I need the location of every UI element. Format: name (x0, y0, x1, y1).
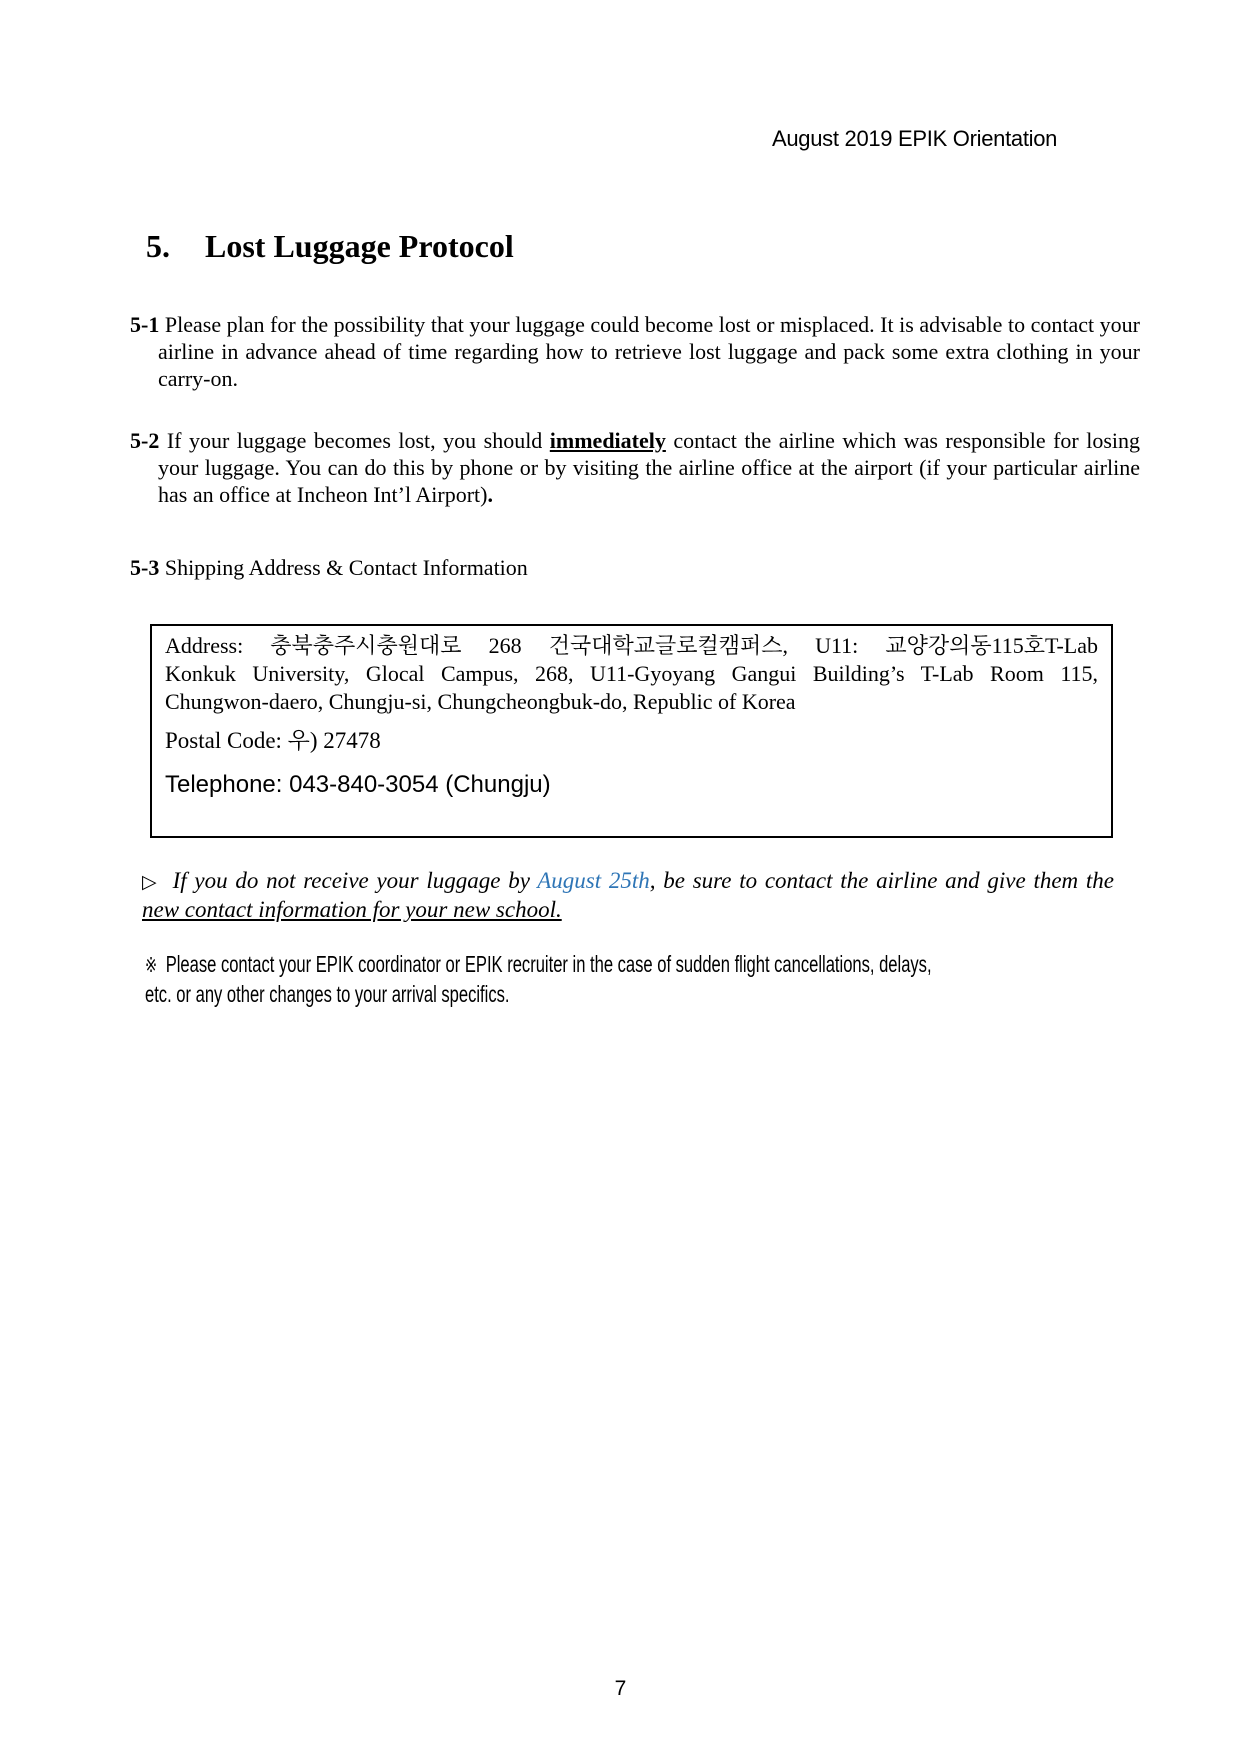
text-segment: , be sure to contact the airline and give them the (649, 868, 1115, 893)
text-segment: . (487, 482, 493, 507)
paragraph-label: 5-1 (130, 312, 160, 337)
text-segment: If you do not receive your luggage by (172, 868, 538, 893)
page-header: August 2019 EPIK Orientation (772, 126, 1058, 151)
flight-note-line (145, 950, 980, 980)
text-segment: Please plan for the possibility that your luggage could become lost or misplaced. It is advisable to contact your airline in advance ahead of time regarding how to retrieve lost luggage and pack some extra clothing in your carry-on. (158, 312, 1140, 391)
text-segment: August 25th (537, 868, 650, 893)
paragraph-5-1 (130, 311, 1140, 392)
text-segment: contact the airline which was responsible for losing your luggage. You can do this by phone or by visiting the airline office at the airport (if your particular airline has an office at Incheon Int’l Airport) (158, 428, 1140, 507)
section-title-text: Lost Luggage Protocol (205, 228, 514, 264)
paragraph-5-3 (130, 554, 1140, 581)
section-number: 5. (146, 228, 170, 264)
reference-mark-icon: ※ (145, 953, 158, 977)
paragraph-text (165, 555, 528, 580)
flight-note-inner (145, 950, 980, 1009)
postal-code-line: Postal Code: 우) 27478 (165, 728, 381, 753)
telephone-line: Telephone: 043-840-3054 (Chungju) (165, 771, 551, 798)
page-number: 7 (614, 1677, 627, 1700)
text-segment: new contact information for your new school. (142, 897, 562, 922)
paragraph-label: 5-3 (130, 555, 160, 580)
address-line: Address: 충북충주시충원대로 268 건국대학교글로컬캠퍼스, U11: 교양강의동115호T-Lab (165, 633, 1098, 658)
paragraph-label: 5-2 (130, 428, 160, 453)
triangle-bullet-icon: ▷ (142, 871, 159, 893)
text-segment: immediately (549, 428, 666, 453)
note-text (142, 868, 1114, 922)
paragraph-text (158, 312, 1140, 391)
paragraph-5-2 (130, 427, 1140, 508)
flight-cancellation-note (145, 950, 1241, 1009)
address-line: Chungwon-daero, Chungju-si, Chungcheongbuk-do, Republic of Korea (165, 689, 796, 714)
shipping-address-box (150, 624, 1113, 838)
luggage-deadline-note (142, 867, 1114, 924)
flight-note-text: Please contact your EPIK coordinator or EPIK recruiter in the case of sudden flight cancellations, delays, (165, 951, 932, 977)
text-segment: If your luggage becomes lost, you should (166, 428, 550, 453)
flight-note-line: etc. or any other changes to your arrival specifics. (145, 981, 510, 1007)
section-title (146, 228, 514, 264)
address-line: Konkuk University, Glocal Campus, 268, U11-Gyoyang Gangui Building’s T-Lab Room 115, (165, 661, 1098, 686)
paragraph-text (158, 428, 1140, 507)
text-segment: Shipping Address & Contact Information (164, 555, 528, 580)
